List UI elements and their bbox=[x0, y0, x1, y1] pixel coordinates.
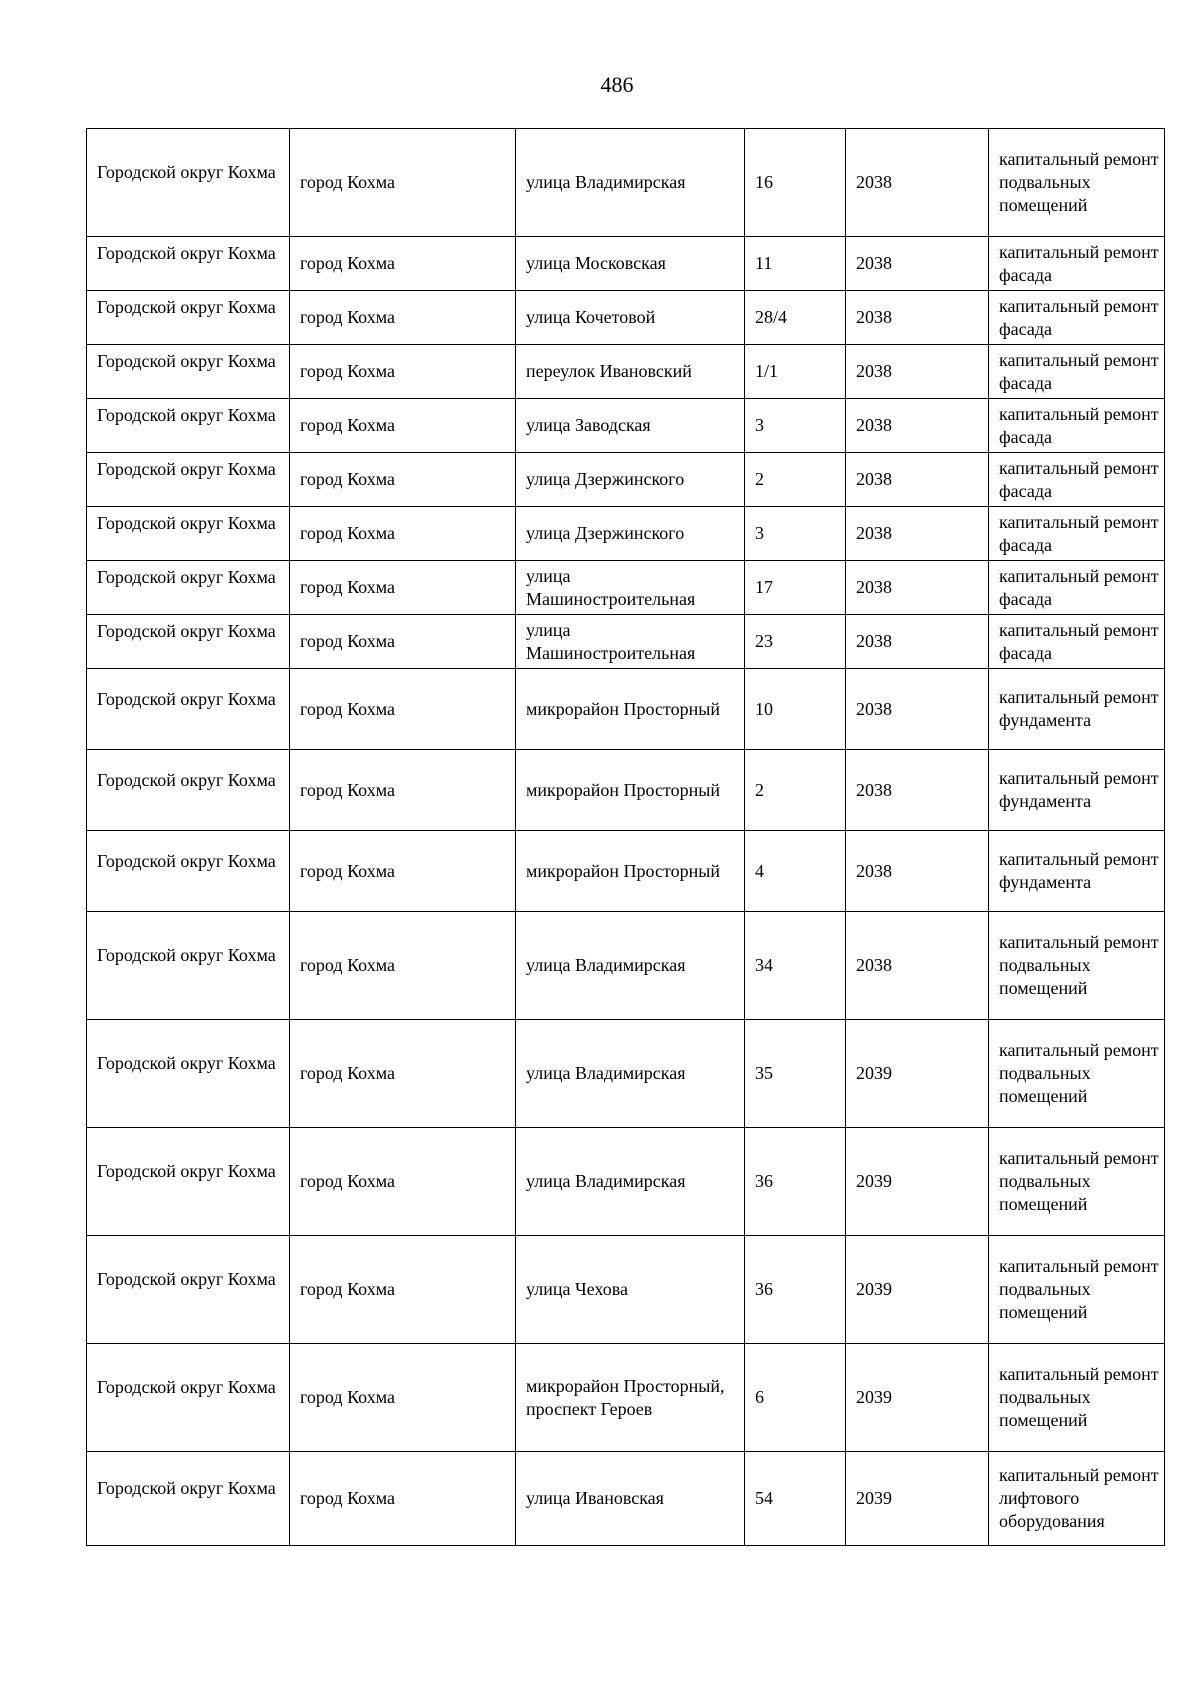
municipality-cell bbox=[87, 291, 290, 345]
year-cell-text: 2038 bbox=[856, 631, 892, 651]
municipality-cell-text: Городской округ Кохма bbox=[97, 621, 276, 641]
work-type-cell bbox=[989, 1236, 1165, 1344]
work-type-cell bbox=[989, 561, 1165, 615]
house-number-cell bbox=[745, 669, 846, 750]
table-row bbox=[87, 669, 1165, 750]
municipality-cell bbox=[87, 831, 290, 912]
municipality-cell-text: Городской округ Кохма bbox=[97, 405, 276, 425]
street-cell bbox=[516, 1128, 745, 1236]
street-cell bbox=[516, 831, 745, 912]
municipality-cell-text: Городской округ Кохма bbox=[97, 459, 276, 479]
work-type-cell bbox=[989, 615, 1165, 669]
house-number-cell bbox=[745, 399, 846, 453]
work-type-cell bbox=[989, 750, 1165, 831]
street-cell-text: улица Кочетовой bbox=[526, 307, 656, 327]
year-cell-text: 2039 bbox=[856, 1171, 892, 1191]
year-cell-text: 2038 bbox=[856, 253, 892, 273]
work-type-cell-text: капитальный ремонт подвальных помещений bbox=[999, 1364, 1159, 1430]
house-number-cell-text: 36 bbox=[755, 1171, 773, 1191]
work-type-cell bbox=[989, 1452, 1165, 1546]
year-cell-text: 2038 bbox=[856, 577, 892, 597]
house-number-cell-text: 2 bbox=[755, 779, 764, 800]
municipality-cell bbox=[87, 399, 290, 453]
municipality-cell-text: Городской округ Кохма bbox=[97, 297, 276, 317]
settlement-cell-text: город Кохма bbox=[300, 1171, 395, 1191]
house-number-cell bbox=[745, 1020, 846, 1128]
street-cell-text: улица Заводская bbox=[526, 415, 651, 435]
street-cell bbox=[516, 1452, 745, 1546]
municipality-cell-text: Городской округ Кохма bbox=[97, 1053, 276, 1073]
work-type-cell bbox=[989, 399, 1165, 453]
table-row bbox=[87, 1020, 1165, 1128]
year-cell bbox=[846, 1344, 989, 1452]
work-type-cell bbox=[989, 831, 1165, 912]
settlement-cell-text: город Кохма bbox=[300, 307, 395, 327]
work-type-cell bbox=[989, 237, 1165, 291]
year-cell bbox=[846, 291, 989, 345]
street-cell-text: улица Дзержинского bbox=[526, 523, 685, 543]
house-number-cell-text: 34 bbox=[755, 955, 773, 975]
year-cell bbox=[846, 129, 989, 237]
settlement-cell-text: город Кохма bbox=[300, 523, 395, 543]
house-number-cell bbox=[745, 507, 846, 561]
settlement-cell bbox=[290, 1452, 516, 1546]
work-type-cell bbox=[989, 1128, 1165, 1236]
settlement-cell bbox=[290, 507, 516, 561]
settlement-cell-text: город Кохма bbox=[300, 469, 395, 489]
table-row bbox=[87, 750, 1165, 831]
municipality-cell-text: Городской округ Кохма bbox=[97, 1161, 276, 1181]
street-cell bbox=[516, 237, 745, 291]
settlement-cell bbox=[290, 831, 516, 912]
settlement-cell bbox=[290, 615, 516, 669]
municipality-cell bbox=[87, 669, 290, 750]
year-cell-text: 2039 bbox=[856, 1387, 892, 1407]
table-row bbox=[87, 237, 1165, 291]
street-cell-text: улица Владимирская bbox=[526, 955, 686, 975]
table-row bbox=[87, 1236, 1165, 1344]
house-number-cell-text: 17 bbox=[755, 577, 773, 597]
municipality-cell bbox=[87, 507, 290, 561]
settlement-cell-text: город Кохма bbox=[300, 631, 395, 651]
house-number-cell-text: 54 bbox=[755, 1488, 773, 1508]
work-type-cell-text: капитальный ремонт фундамента bbox=[999, 849, 1159, 892]
work-type-cell bbox=[989, 291, 1165, 345]
house-number-cell bbox=[745, 1344, 846, 1452]
settlement-cell bbox=[290, 399, 516, 453]
year-cell bbox=[846, 453, 989, 507]
settlement-cell bbox=[290, 1344, 516, 1452]
municipality-cell-text: Городской округ Кохма bbox=[97, 243, 276, 263]
municipality-cell bbox=[87, 129, 290, 237]
settlement-cell-text: город Кохма bbox=[300, 1488, 395, 1508]
table-row bbox=[87, 561, 1165, 615]
street-cell-text: улица Владимирская bbox=[526, 172, 686, 192]
work-type-cell-text: капитальный ремонт подвальных помещений bbox=[999, 932, 1159, 998]
work-type-cell bbox=[989, 129, 1165, 237]
page-number: 486 bbox=[600, 72, 634, 97]
table-row bbox=[87, 615, 1165, 669]
work-type-cell-text: капитальный ремонт фундамента bbox=[999, 768, 1159, 811]
settlement-cell-text: город Кохма bbox=[300, 1063, 395, 1083]
year-cell bbox=[846, 345, 989, 399]
house-number-cell-text: 10 bbox=[755, 698, 773, 719]
year-cell-text: 2038 bbox=[856, 955, 892, 975]
table-row bbox=[87, 345, 1165, 399]
municipality-cell-text: Городской округ Кохма bbox=[97, 769, 276, 790]
work-type-cell-text: капитальный ремонт фасада bbox=[999, 457, 1159, 501]
year-cell bbox=[846, 1128, 989, 1236]
house-number-cell-text: 11 bbox=[755, 253, 773, 273]
work-type-cell-text: капитальный ремонт фундамента bbox=[999, 687, 1159, 730]
municipality-cell-text: Городской округ Кохма bbox=[97, 850, 276, 871]
street-cell-text: микрорайон Просторный, проспект Героев bbox=[526, 1375, 725, 1419]
year-cell bbox=[846, 831, 989, 912]
street-cell bbox=[516, 507, 745, 561]
table-row bbox=[87, 1128, 1165, 1236]
house-number-cell bbox=[745, 129, 846, 237]
street-cell bbox=[516, 129, 745, 237]
street-cell-text: микрорайон Просторный bbox=[526, 779, 720, 800]
year-cell-text: 2039 bbox=[856, 1279, 892, 1299]
street-cell-text: улица Машиностроительная bbox=[526, 619, 696, 663]
table-row bbox=[87, 831, 1165, 912]
table-row bbox=[87, 129, 1165, 237]
house-number-cell bbox=[745, 831, 846, 912]
settlement-cell bbox=[290, 561, 516, 615]
house-number-cell bbox=[745, 750, 846, 831]
street-cell bbox=[516, 345, 745, 399]
house-number-cell bbox=[745, 912, 846, 1020]
street-cell-text: улица Владимирская bbox=[526, 1171, 686, 1191]
house-number-cell-text: 1/1 bbox=[755, 361, 779, 381]
house-number-cell-text: 3 bbox=[755, 415, 764, 435]
house-number-cell bbox=[745, 345, 846, 399]
house-number-cell-text: 23 bbox=[755, 631, 773, 651]
work-type-cell bbox=[989, 345, 1165, 399]
year-cell-text: 2039 bbox=[856, 1063, 892, 1083]
work-type-cell-text: капитальный ремонт лифтового оборудования bbox=[999, 1465, 1159, 1531]
house-number-cell bbox=[745, 453, 846, 507]
street-cell bbox=[516, 561, 745, 615]
table-row bbox=[87, 507, 1165, 561]
settlement-cell-text: город Кохма bbox=[300, 361, 395, 381]
street-cell-text: микрорайон Просторный bbox=[526, 860, 720, 881]
year-cell bbox=[846, 1452, 989, 1546]
year-cell-text: 2038 bbox=[856, 415, 892, 435]
work-type-cell bbox=[989, 1020, 1165, 1128]
work-type-cell bbox=[989, 912, 1165, 1020]
house-number-cell bbox=[745, 291, 846, 345]
municipality-cell bbox=[87, 1344, 290, 1452]
street-cell-text: улица Ивановская bbox=[526, 1488, 664, 1508]
work-type-cell-text: капитальный ремонт подвальных помещений bbox=[999, 1256, 1159, 1322]
work-type-cell-text: капитальный ремонт фасада bbox=[999, 241, 1159, 285]
municipality-cell bbox=[87, 1452, 290, 1546]
year-cell bbox=[846, 1020, 989, 1128]
municipality-cell bbox=[87, 345, 290, 399]
work-type-cell bbox=[989, 507, 1165, 561]
settlement-cell bbox=[290, 912, 516, 1020]
house-number-cell-text: 4 bbox=[755, 860, 764, 881]
street-cell bbox=[516, 912, 745, 1020]
settlement-cell bbox=[290, 1128, 516, 1236]
municipality-cell-text: Городской округ Кохма bbox=[97, 513, 276, 533]
table-row bbox=[87, 912, 1165, 1020]
settlement-cell-text: город Кохма bbox=[300, 698, 395, 719]
year-cell bbox=[846, 1236, 989, 1344]
municipality-cell-text: Городской округ Кохма bbox=[97, 945, 276, 965]
settlement-cell-text: город Кохма bbox=[300, 1279, 395, 1299]
municipality-cell-text: Городской округ Кохма bbox=[97, 1478, 276, 1498]
municipality-cell-text: Городской округ Кохма bbox=[97, 567, 276, 587]
work-type-cell-text: капитальный ремонт фасада bbox=[999, 349, 1159, 393]
work-type-cell-text: капитальный ремонт подвальных помещений bbox=[999, 1148, 1159, 1214]
municipality-cell-text: Городской округ Кохма bbox=[97, 688, 276, 709]
work-type-cell-text: капитальный ремонт фасада bbox=[999, 565, 1159, 609]
year-cell-text: 2038 bbox=[856, 698, 892, 719]
year-cell bbox=[846, 912, 989, 1020]
municipality-cell bbox=[87, 1236, 290, 1344]
street-cell bbox=[516, 453, 745, 507]
house-number-cell-text: 36 bbox=[755, 1279, 773, 1299]
year-cell-text: 2038 bbox=[856, 779, 892, 800]
settlement-cell-text: город Кохма bbox=[300, 779, 395, 800]
year-cell bbox=[846, 399, 989, 453]
table-row bbox=[87, 453, 1165, 507]
municipality-cell bbox=[87, 453, 290, 507]
settlement-cell bbox=[290, 129, 516, 237]
settlement-cell-text: город Кохма bbox=[300, 415, 395, 435]
table-row bbox=[87, 399, 1165, 453]
municipality-cell bbox=[87, 237, 290, 291]
settlement-cell-text: город Кохма bbox=[300, 860, 395, 881]
work-type-cell-text: капитальный ремонт подвальных помещений bbox=[999, 149, 1159, 215]
year-cell-text: 2038 bbox=[856, 172, 892, 192]
house-number-cell bbox=[745, 561, 846, 615]
municipality-cell bbox=[87, 615, 290, 669]
street-cell-text: микрорайон Просторный bbox=[526, 698, 720, 719]
work-type-cell bbox=[989, 669, 1165, 750]
settlement-cell bbox=[290, 1236, 516, 1344]
street-cell bbox=[516, 291, 745, 345]
year-cell bbox=[846, 750, 989, 831]
municipality-cell bbox=[87, 750, 290, 831]
house-number-cell bbox=[745, 1128, 846, 1236]
street-cell bbox=[516, 1344, 745, 1452]
settlement-cell-text: город Кохма bbox=[300, 253, 395, 273]
street-cell bbox=[516, 615, 745, 669]
settlement-cell-text: город Кохма bbox=[300, 172, 395, 192]
municipality-cell bbox=[87, 1020, 290, 1128]
street-cell bbox=[516, 1020, 745, 1128]
house-number-cell-text: 3 bbox=[755, 523, 764, 543]
settlement-cell bbox=[290, 750, 516, 831]
settlement-cell bbox=[290, 237, 516, 291]
house-number-cell-text: 35 bbox=[755, 1063, 773, 1083]
year-cell-text: 2038 bbox=[856, 523, 892, 543]
municipality-cell-text: Городской округ Кохма bbox=[97, 162, 276, 182]
settlement-cell bbox=[290, 669, 516, 750]
street-cell bbox=[516, 1236, 745, 1344]
work-type-cell-text: капитальный ремонт подвальных помещений bbox=[999, 1040, 1159, 1106]
house-number-cell-text: 28/4 bbox=[755, 307, 788, 327]
work-type-cell bbox=[989, 453, 1165, 507]
settlement-cell bbox=[290, 1020, 516, 1128]
year-cell-text: 2038 bbox=[856, 361, 892, 381]
year-cell-text: 2038 bbox=[856, 307, 892, 327]
street-cell-text: улица Дзержинского bbox=[526, 469, 685, 489]
year-cell bbox=[846, 507, 989, 561]
settlement-cell-text: город Кохма bbox=[300, 577, 395, 597]
settlement-cell bbox=[290, 291, 516, 345]
house-number-cell bbox=[745, 1236, 846, 1344]
year-cell bbox=[846, 237, 989, 291]
street-cell-text: улица Владимирская bbox=[526, 1063, 686, 1083]
work-type-cell-text: капитальный ремонт фасада bbox=[999, 619, 1159, 663]
year-cell-text: 2038 bbox=[856, 860, 892, 881]
table-body bbox=[87, 129, 1165, 1546]
settlement-cell bbox=[290, 345, 516, 399]
house-number-cell-text: 6 bbox=[755, 1387, 764, 1407]
year-cell-text: 2038 bbox=[856, 469, 892, 489]
house-number-cell-text: 2 bbox=[755, 469, 764, 489]
municipality-cell-text: Городской округ Кохма bbox=[97, 1377, 276, 1397]
work-type-cell-text: капитальный ремонт фасада bbox=[999, 403, 1159, 447]
house-number-cell-text: 16 bbox=[755, 172, 773, 192]
street-cell-text: улица Чехова bbox=[526, 1279, 628, 1299]
work-type-cell-text: капитальный ремонт фасада bbox=[999, 295, 1159, 339]
table-row bbox=[87, 1452, 1165, 1546]
street-cell bbox=[516, 399, 745, 453]
house-number-cell bbox=[745, 615, 846, 669]
table-row bbox=[87, 291, 1165, 345]
municipality-cell-text: Городской округ Кохма bbox=[97, 351, 276, 371]
year-cell bbox=[846, 561, 989, 615]
street-cell-text: улица Московская bbox=[526, 253, 666, 273]
street-cell bbox=[516, 669, 745, 750]
work-type-cell-text: капитальный ремонт фасада bbox=[999, 511, 1159, 555]
municipality-cell bbox=[87, 912, 290, 1020]
municipality-cell bbox=[87, 561, 290, 615]
table-row bbox=[87, 1344, 1165, 1452]
year-cell bbox=[846, 615, 989, 669]
street-cell-text: улица Машиностроительная bbox=[526, 565, 696, 609]
house-number-cell bbox=[745, 237, 846, 291]
street-cell-text: переулок Ивановский bbox=[526, 361, 692, 381]
municipality-cell bbox=[87, 1128, 290, 1236]
work-type-cell bbox=[989, 1344, 1165, 1452]
year-cell-text: 2039 bbox=[856, 1488, 892, 1508]
year-cell bbox=[846, 669, 989, 750]
municipality-cell-text: Городской округ Кохма bbox=[97, 1269, 276, 1289]
housing-repair-table bbox=[86, 128, 1165, 1546]
street-cell bbox=[516, 750, 745, 831]
house-number-cell bbox=[745, 1452, 846, 1546]
settlement-cell-text: город Кохма bbox=[300, 955, 395, 975]
settlement-cell bbox=[290, 453, 516, 507]
settlement-cell-text: город Кохма bbox=[300, 1387, 395, 1407]
